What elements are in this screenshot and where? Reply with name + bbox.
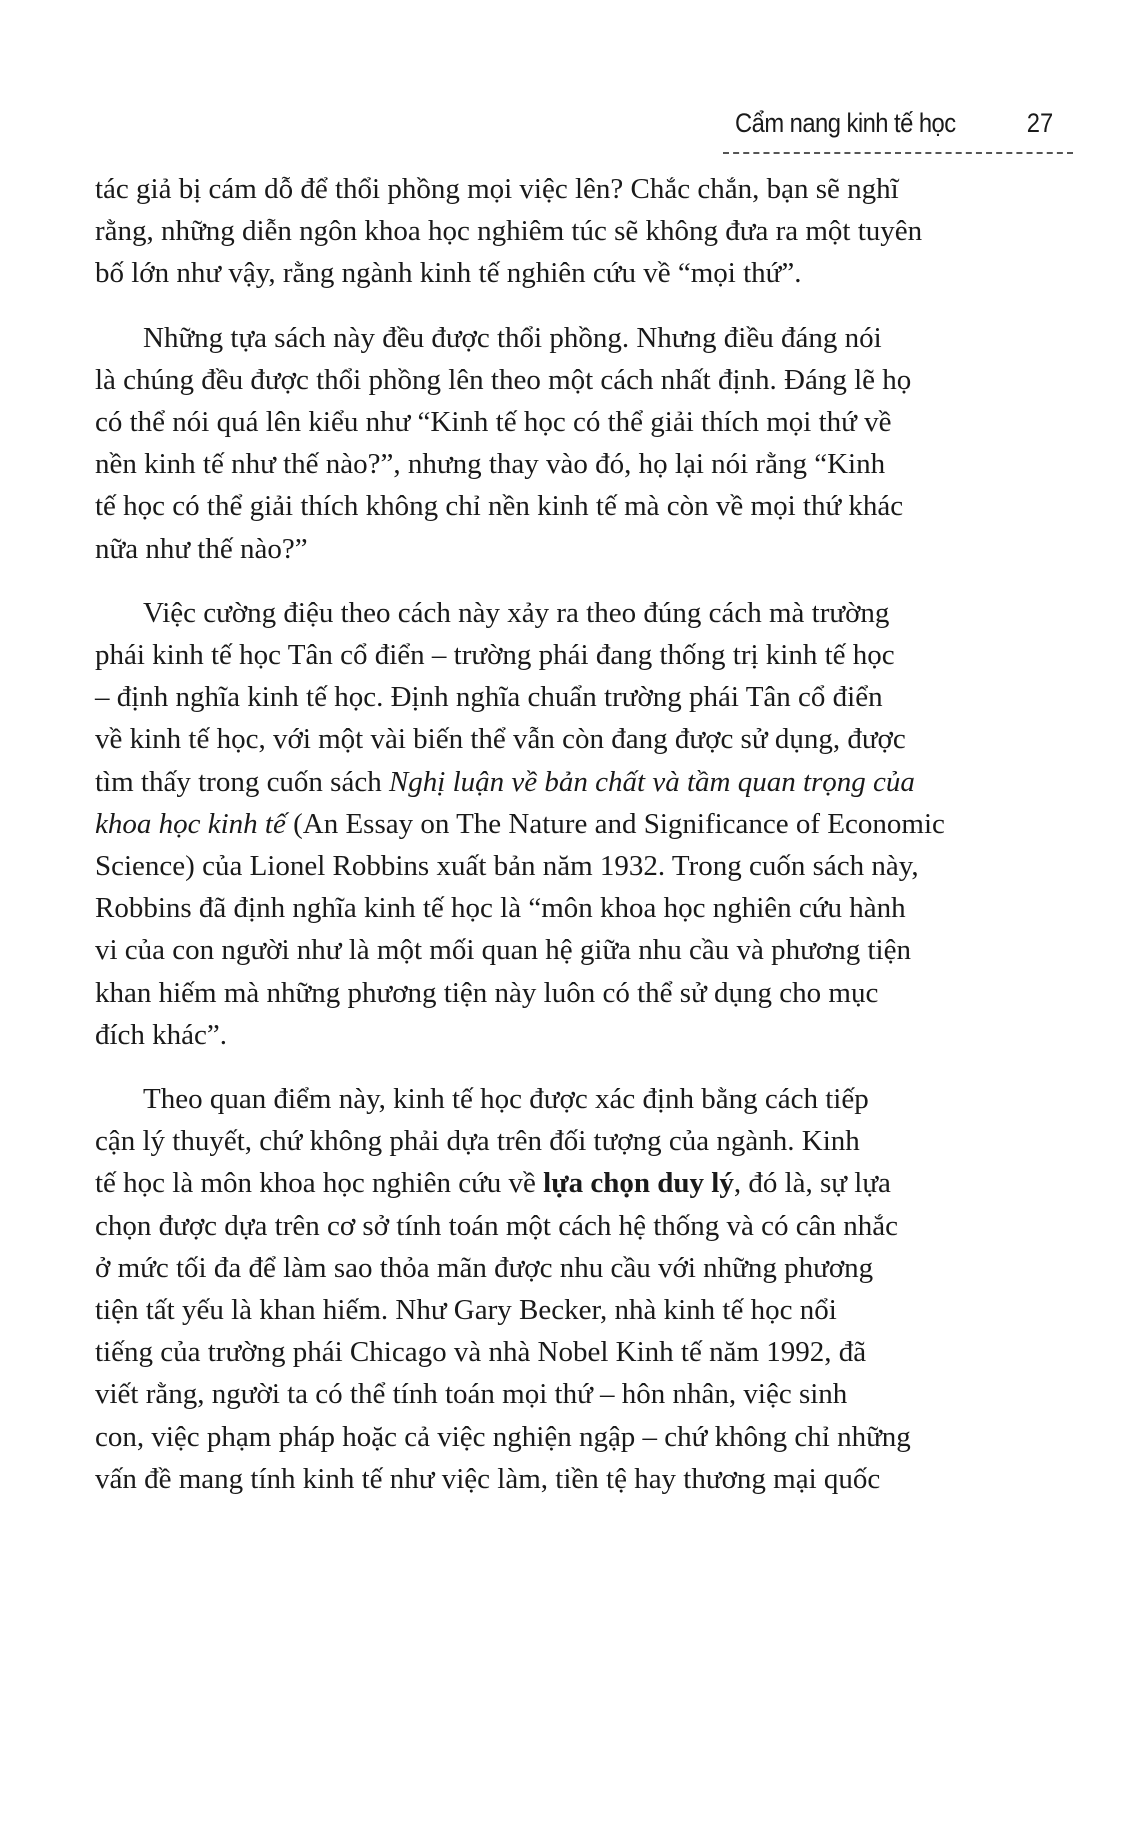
text-line: viết rằng, người ta có thể tính toán mọi thứ – hôn nhân, việc sinh [95,1378,848,1411]
text-line [95,761,1060,803]
text-line: Science) của Lionel Robbins xuất bản năm 1932. Trong cuốn sách này, [95,850,919,883]
text-line: rằng, những diễn ngôn khoa học nghiêm túc sẽ không đưa ra một tuyên [95,215,923,248]
text-line: có thể nói quá lên kiểu như “Kinh tế học có thể giải thích mọi thứ về [95,406,892,439]
text-line: tác giả bị cám dỗ để thổi phồng mọi việc lên? Chắc chắn, bạn sẽ nghĩ [95,173,899,205]
running-header [735,108,1071,139]
book-title-italic: khoa học kinh tế [95,807,286,840]
paragraph-1 [95,168,1060,295]
text-line: phái kinh tế học Tân cổ điển – trường phái đang thống trị kinh tế học [95,639,895,672]
paragraph-4 [95,1078,1060,1500]
text-line: về kinh tế học, với một vài biến thể vẫn còn đang được sử dụng, được [95,723,906,756]
text-line: Theo quan điểm này, kinh tế học được xác định bằng cách tiếp [143,1083,869,1116]
text-line: nữa như thế nào?” [95,532,308,565]
header-dashed-rule [723,152,1073,154]
text-span: (An Essay on The Nature and Significance of Economic [285,807,945,840]
text-line: Robbins đã định nghĩa kinh tế học là “môn khoa học nghiên cứu hành [95,892,906,925]
text-line: Những tựa sách này đều được thổi phồng. Nhưng điều đáng nói [143,321,882,354]
text-line: – định nghĩa kinh tế học. Định nghĩa chuẩn trường phái Tân cổ điển [95,681,883,714]
text-line: cận lý thuyết, chứ không phải dựa trên đối tượng của ngành. Kinh [95,1125,860,1158]
running-title: Cẩm nang kinh tế học [735,108,956,138]
text-line: tế học có thể giải thích không chỉ nền kinh tế mà còn về mọi thứ khác [95,490,904,523]
text-line: con, việc phạm pháp hoặc cả việc nghiện ngập – chứ không chỉ những [95,1420,911,1453]
text-line: ở mức tối đa để làm sao thỏa mãn được nhu cầu với những phương [95,1251,874,1284]
text-line: Việc cường điệu theo cách này xảy ra theo đúng cách mà trường [143,596,890,629]
text-line: đích khác”. [95,1018,228,1051]
text-line: vấn đề mang tính kinh tế như việc làm, tiền tệ hay thương mại quốc [95,1462,881,1495]
text-line: là chúng đều được thổi phồng lên theo một cách nhất định. Đáng lẽ họ [95,363,912,396]
key-term-bold: lựa chọn duy lý [543,1167,734,1200]
text-line: bố lớn như vậy, rằng ngành kinh tế nghiên cứu về “mọi thứ”. [95,257,802,290]
page-body [95,168,1060,1522]
paragraph-3 [95,592,1060,1056]
text-line [95,1162,1060,1204]
text-line: tiện tất yếu là khan hiếm. Như Gary Becker, nhà kinh tế học nổi [95,1294,837,1327]
book-title-italic: Nghị luận về bản chất và tầm quan trọng của [388,765,915,798]
text-line: nền kinh tế như thế nào?”, nhưng thay vào đó, họ lại nói rằng “Kinh [95,448,886,481]
text-line [95,803,1060,845]
text-span: , đó là, sự lựa [733,1167,891,1200]
text-span: tế học là môn khoa học nghiên cứu về [95,1167,544,1200]
text-line: tiếng của trường phái Chicago và nhà Nobel Kinh tế năm 1992, đã [95,1336,867,1369]
paragraph-2 [95,317,1060,570]
page-number: 27 [1026,108,1054,138]
text-line: chọn được dựa trên cơ sở tính toán một cách hệ thống và có cân nhắc [95,1209,898,1242]
text-span: tìm thấy trong cuốn sách [95,765,389,798]
text-line: vi của con người như là một mối quan hệ giữa nhu cầu và phương tiện [95,934,911,967]
text-line: khan hiếm mà những phương tiện này luôn có thể sử dụng cho mục [95,976,879,1009]
